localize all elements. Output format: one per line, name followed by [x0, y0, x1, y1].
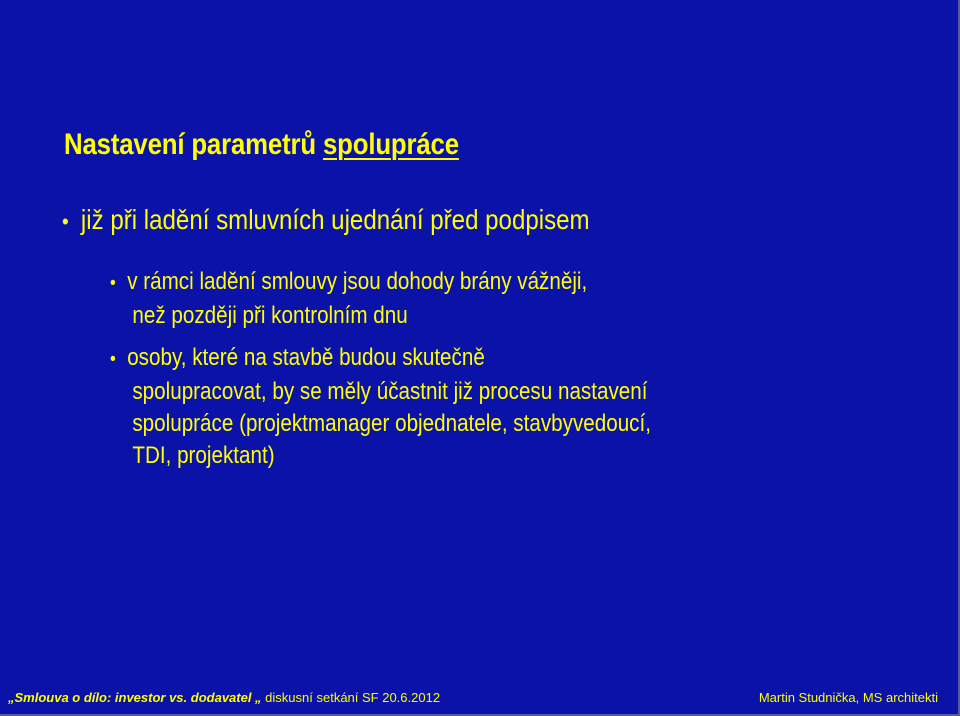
title-main: Nastavení parametrů	[64, 128, 323, 161]
title-accent-link[interactable]: spolupráce	[322, 128, 459, 161]
bullet-item-3-line-4: TDI, projektant)	[132, 442, 275, 469]
footer-event: diskusní setkání SF 20.6.2012	[261, 690, 441, 705]
bullet-item-2-line-1: v rámci ladění smlouvy jsou dohody brány vážněji,	[127, 268, 588, 295]
bullet-item-3-line-2: spolupracovat, by se měly účastnit již procesu nastavení	[132, 378, 648, 405]
bullet-item-1	[62, 204, 590, 236]
footer-left	[8, 690, 440, 705]
footer-author: Martin Studnička, MS architekti	[758, 690, 938, 705]
bullet-icon: •	[62, 209, 69, 234]
bullet-item-3-line-1: osoby, které na stavbě budou skutečně	[127, 344, 485, 371]
bullet-icon: •	[110, 273, 116, 294]
footer-presentation-title: „Smlouva o dílo: investor vs. dodavatel „	[8, 690, 262, 705]
slide-title	[64, 128, 459, 162]
bullet-item-3-line-3: spolupráce (projektmanager objednatele, stavbyvedoucí,	[132, 410, 651, 437]
bullet-icon: •	[110, 349, 116, 370]
bullet-item-3	[110, 342, 651, 472]
bullet-item-2	[110, 266, 587, 332]
bullet-item-2-line-2: než později při kontrolním dnu	[132, 302, 408, 329]
bullet-item-1-text: již při ladění smluvních ujednání před podpisem	[80, 204, 590, 235]
